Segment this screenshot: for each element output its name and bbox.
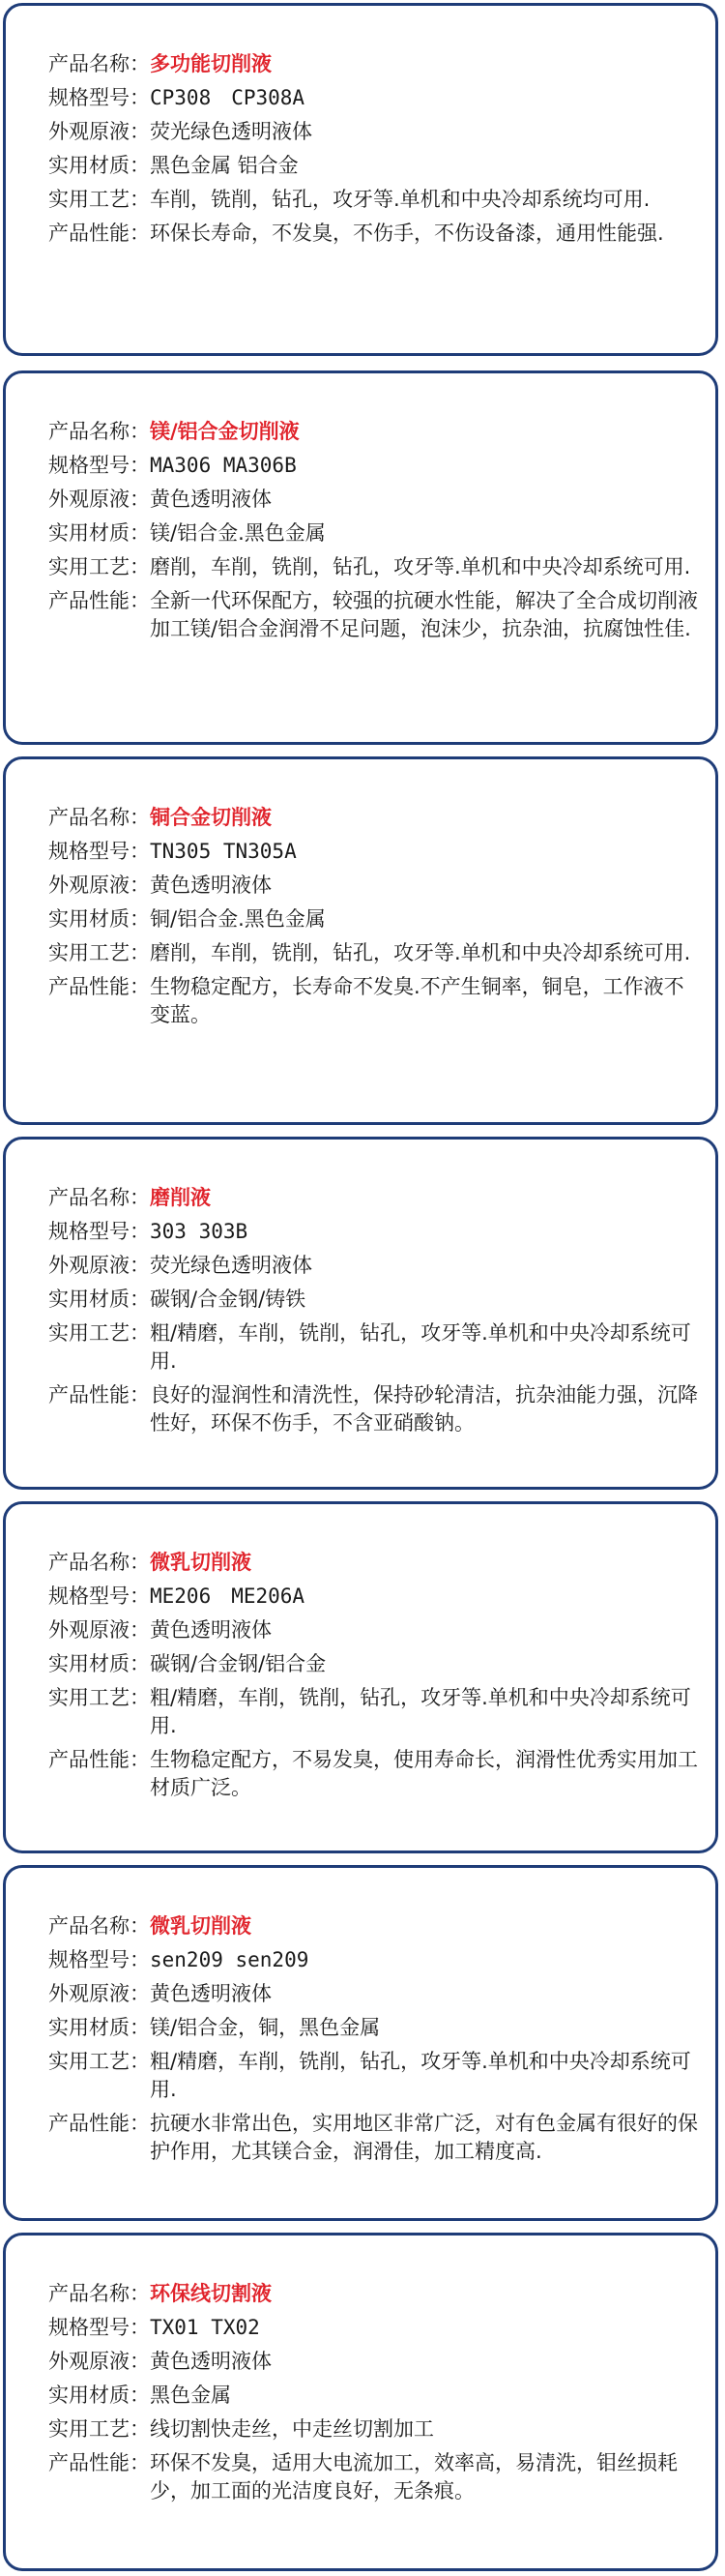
- product-model-label: 规格型号：: [48, 840, 150, 863]
- product-appearance-value: 荧光绿色透明液体: [150, 120, 312, 143]
- product-material-value: 碳钢/合金钢/铸铁: [150, 1288, 306, 1311]
- product-process-value: 粗/精磨，车削，铣削，钻孔，攻牙等.单机和中央冷却系统可用.: [150, 1686, 691, 1737]
- product-name-row: [48, 2280, 704, 2308]
- product-model-row: [48, 84, 704, 112]
- product-performance-value: 抗硬水非常出色，实用地区非常广泛，对有色金属有很好的保护作用，尤其镁合金，润滑佳，加工精度高.: [150, 2112, 698, 2163]
- product-model-value: MA306 MA306B: [150, 454, 297, 477]
- product-name-label: 产品名称：: [48, 420, 150, 443]
- product-name-value: 微乳切削液: [150, 1914, 251, 1938]
- product-process-label: 实用工艺：: [48, 555, 150, 578]
- product-process-label: 实用工艺：: [48, 941, 150, 964]
- product-model-value: TX01 TX02: [150, 2316, 260, 2339]
- product-card: [3, 1865, 718, 2221]
- product-name-label: 产品名称：: [48, 2282, 150, 2305]
- product-name-value: 磨削液: [150, 1186, 211, 1209]
- product-model-value: ME206 ME206A: [150, 1584, 305, 1608]
- product-model-row: [48, 1946, 704, 1974]
- product-performance-value: 全新一代环保配方，较强的抗硬水性能，解决了全合成切削液加工镁/铝合金润滑不足问题，泡沫少，抗杂油，抗腐蚀性佳.: [150, 589, 698, 640]
- product-model-label: 规格型号：: [48, 1948, 150, 1971]
- product-model-value: CP308 CP308A: [150, 86, 305, 109]
- product-performance-label: 产品性能：: [48, 1383, 150, 1406]
- product-model-row: [48, 2314, 704, 2342]
- product-process-value: 粗/精磨，车削，铣削，钻孔，攻牙等.单机和中央冷却系统可用.: [150, 1321, 691, 1373]
- product-material-label: 实用材质：: [48, 154, 150, 177]
- product-performance-label: 产品性能：: [48, 2112, 150, 2135]
- product-material-value: 黑色金属 铝合金: [150, 154, 299, 177]
- product-model-value: sen209 sen209: [150, 1948, 309, 1971]
- product-performance-row: [48, 1746, 704, 1802]
- product-material-row: [48, 2382, 704, 2410]
- product-model-value: 303 303B: [150, 1220, 248, 1243]
- product-process-value: 粗/精磨，车削，铣削，钻孔，攻牙等.单机和中央冷却系统可用.: [150, 2050, 691, 2101]
- product-model-label: 规格型号：: [48, 86, 150, 109]
- product-process-row: [48, 1684, 704, 1740]
- product-performance-row: [48, 973, 704, 1029]
- product-material-row: [48, 1650, 704, 1678]
- product-process-value: 车削，铣削，钻孔，攻牙等.单机和中央冷却系统均可用.: [150, 188, 651, 211]
- product-material-label: 实用材质：: [48, 1652, 150, 1675]
- product-name-label: 产品名称：: [48, 52, 150, 75]
- product-appearance-label: 外观原液：: [48, 1982, 150, 2005]
- product-name-value: 镁/铝合金切削液: [150, 420, 300, 443]
- product-model-label: 规格型号：: [48, 2316, 150, 2339]
- product-process-row: [48, 1319, 704, 1376]
- product-material-label: 实用材质：: [48, 2384, 150, 2407]
- product-name-row: [48, 1549, 704, 1577]
- product-performance-label: 产品性能：: [48, 1748, 150, 1771]
- product-material-value: 碳钢/合金钢/铝合金: [150, 1652, 327, 1675]
- product-material-value: 铜/铝合金.黑色金属: [150, 907, 326, 931]
- product-model-row: [48, 838, 704, 866]
- product-appearance-label: 外观原液：: [48, 488, 150, 511]
- product-card: [3, 3, 718, 356]
- product-material-row: [48, 152, 704, 180]
- product-card: [3, 370, 718, 745]
- product-performance-value: 良好的湿润性和清洗性，保持砂轮清洁，抗杂油能力强，沉降性好，环保不伤手，不含亚硝酸钠。: [150, 1383, 698, 1435]
- product-name-label: 产品名称：: [48, 1186, 150, 1209]
- product-card: [3, 1501, 718, 1853]
- product-material-value: 黑色金属: [150, 2384, 231, 2407]
- product-name-value: 环保线切割液: [150, 2282, 272, 2305]
- product-card: [3, 756, 718, 1125]
- product-performance-label: 产品性能：: [48, 222, 150, 245]
- product-appearance-row: [48, 2348, 704, 2376]
- product-process-row: [48, 186, 704, 214]
- product-appearance-label: 外观原液：: [48, 120, 150, 143]
- product-performance-value: 生物稳定配方，长寿命不发臭.不产生铜率，铜皂，工作液不变蓝。: [150, 975, 684, 1026]
- product-performance-row: [48, 220, 704, 248]
- product-card: [3, 1137, 718, 1490]
- product-appearance-label: 外观原液：: [48, 2350, 150, 2373]
- product-appearance-row: [48, 118, 704, 146]
- product-name-row: [48, 418, 704, 446]
- product-material-value: 镁/铝合金，铜，黑色金属: [150, 2016, 381, 2039]
- product-name-value: 微乳切削液: [150, 1551, 251, 1574]
- product-material-row: [48, 519, 704, 548]
- product-model-row: [48, 1583, 704, 1611]
- product-performance-value: 环保长寿命，不发臭，不伤手，不伤设备漆，通用性能强.: [150, 222, 664, 245]
- product-name-row: [48, 804, 704, 832]
- product-appearance-value: 黄色透明液体: [150, 2350, 272, 2373]
- product-performance-row: [48, 1381, 704, 1437]
- product-process-row: [48, 2415, 704, 2443]
- product-appearance-label: 外观原液：: [48, 1254, 150, 1277]
- product-material-label: 实用材质：: [48, 521, 150, 545]
- product-process-label: 实用工艺：: [48, 2050, 150, 2073]
- product-material-label: 实用材质：: [48, 2016, 150, 2039]
- product-material-label: 实用材质：: [48, 907, 150, 931]
- product-performance-value: 生物稳定配方，不易发臭，使用寿命长，润滑性优秀实用加工材质广泛。: [150, 1748, 698, 1799]
- product-process-label: 实用工艺：: [48, 1686, 150, 1709]
- product-performance-row: [48, 2110, 704, 2166]
- product-process-label: 实用工艺：: [48, 1321, 150, 1345]
- product-performance-label: 产品性能：: [48, 2451, 150, 2474]
- product-model-label: 规格型号：: [48, 1220, 150, 1243]
- product-process-row: [48, 939, 704, 967]
- product-name-value: 多功能切削液: [150, 52, 272, 75]
- product-process-row: [48, 553, 704, 581]
- product-performance-row: [48, 587, 704, 643]
- product-model-label: 规格型号：: [48, 1584, 150, 1608]
- product-appearance-value: 黄色透明液体: [150, 488, 272, 511]
- product-name-label: 产品名称：: [48, 806, 150, 829]
- product-model-label: 规格型号：: [48, 454, 150, 477]
- product-performance-label: 产品性能：: [48, 975, 150, 998]
- product-process-value: 磨削，车削，铣削，钻孔，攻牙等.单机和中央冷却系统可用.: [150, 941, 691, 964]
- product-appearance-value: 黄色透明液体: [150, 873, 272, 897]
- product-model-row: [48, 1218, 704, 1246]
- product-material-label: 实用材质：: [48, 1288, 150, 1311]
- product-name-label: 产品名称：: [48, 1914, 150, 1938]
- product-appearance-row: [48, 872, 704, 900]
- product-name-row: [48, 50, 704, 78]
- product-appearance-value: 黄色透明液体: [150, 1982, 272, 2005]
- product-name-label: 产品名称：: [48, 1551, 150, 1574]
- product-performance-value: 环保不发臭，适用大电流加工，效率高，易清洗，钼丝损耗少，加工面的光洁度良好，无条痕。: [150, 2451, 678, 2502]
- product-appearance-value: 荧光绿色透明液体: [150, 1254, 312, 1277]
- product-process-row: [48, 2048, 704, 2104]
- product-card: [3, 2233, 718, 2571]
- product-appearance-row: [48, 1980, 704, 2008]
- product-name-row: [48, 1184, 704, 1212]
- product-model-value: TN305 TN305A: [150, 840, 297, 863]
- product-appearance-value: 黄色透明液体: [150, 1618, 272, 1642]
- product-process-value: 线切割快走丝，中走丝切割加工: [150, 2417, 434, 2441]
- product-material-row: [48, 2014, 704, 2042]
- product-performance-row: [48, 2449, 704, 2505]
- product-process-label: 实用工艺：: [48, 188, 150, 211]
- product-appearance-row: [48, 1252, 704, 1280]
- product-model-row: [48, 452, 704, 480]
- product-appearance-row: [48, 1616, 704, 1644]
- product-material-value: 镁/铝合金.黑色金属: [150, 521, 326, 545]
- product-material-row: [48, 905, 704, 933]
- product-material-row: [48, 1286, 704, 1314]
- product-process-label: 实用工艺：: [48, 2417, 150, 2441]
- product-name-value: 铜合金切削液: [150, 806, 272, 829]
- product-name-row: [48, 1912, 704, 1940]
- product-appearance-label: 外观原液：: [48, 1618, 150, 1642]
- product-process-value: 磨削，车削，铣削，钻孔，攻牙等.单机和中央冷却系统可用.: [150, 555, 691, 578]
- product-performance-label: 产品性能：: [48, 589, 150, 612]
- product-appearance-label: 外观原液：: [48, 873, 150, 897]
- product-appearance-row: [48, 486, 704, 514]
